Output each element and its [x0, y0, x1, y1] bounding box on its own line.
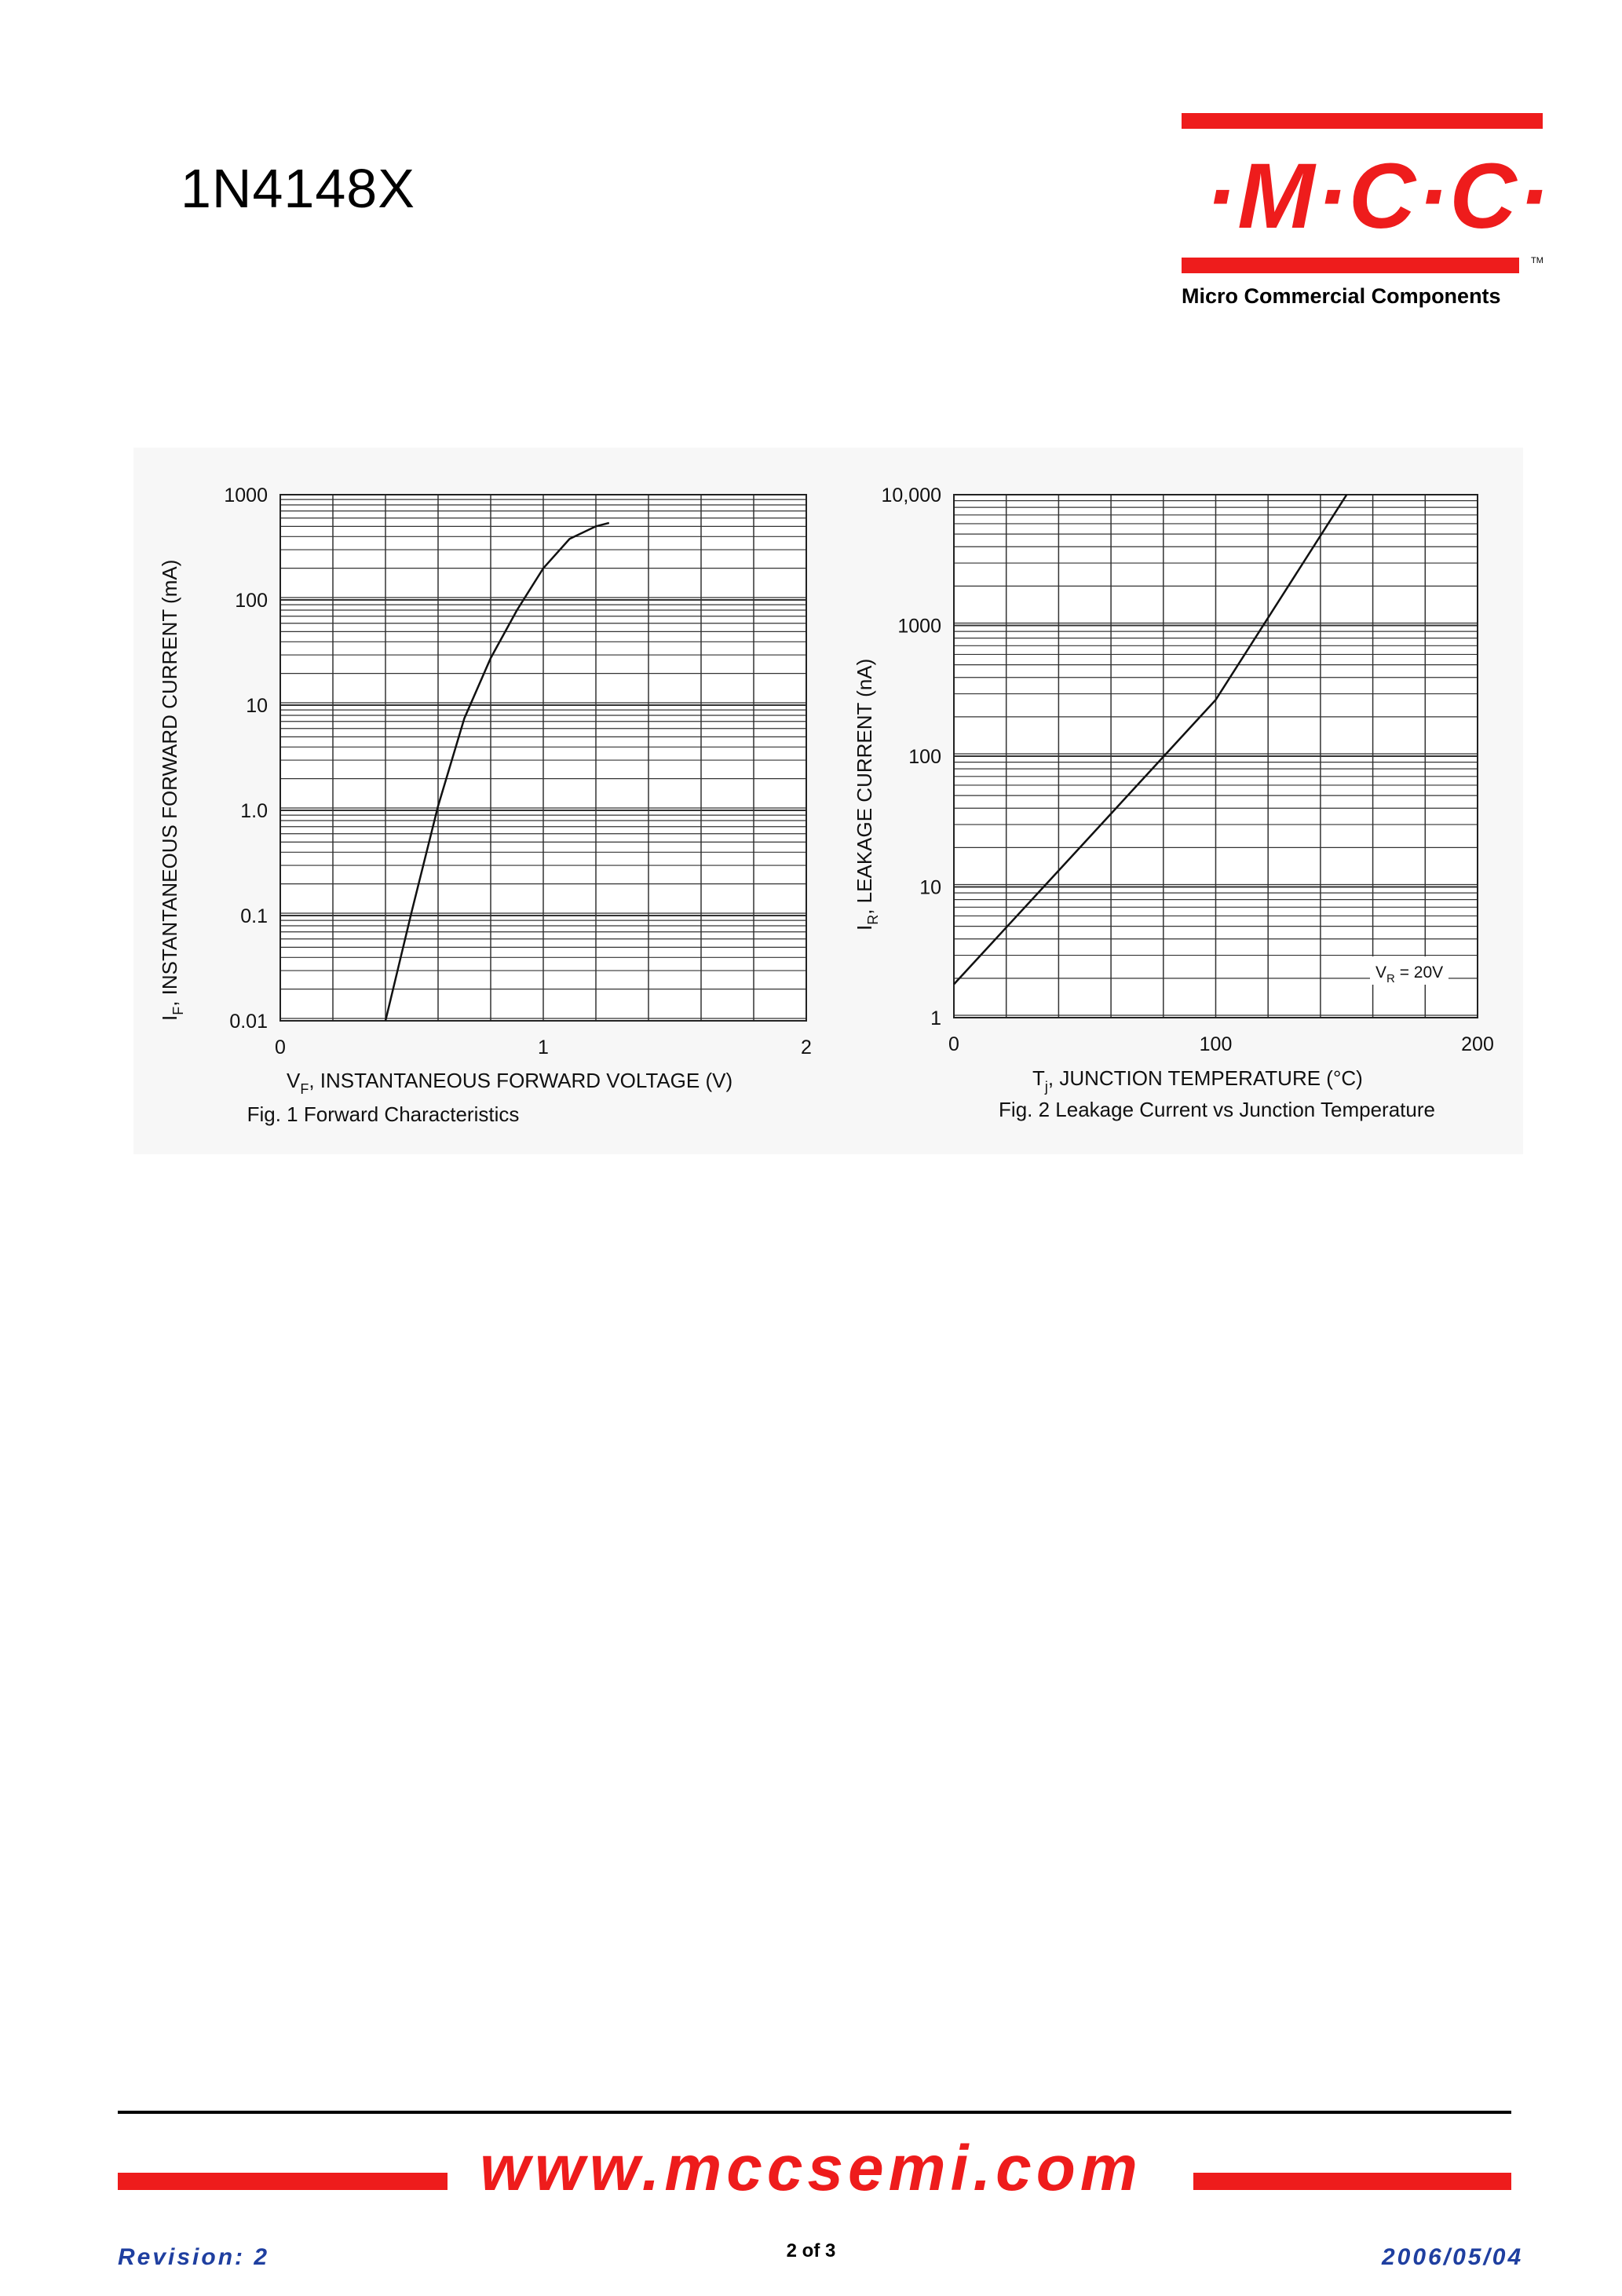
fig2-xlabel-main: T — [1032, 1066, 1045, 1090]
website-link[interactable] — [0, 2132, 1622, 2206]
figure-2-leakage-current — [853, 484, 1494, 1121]
charts-svg — [133, 448, 1523, 1154]
fig1-y-tick-label: 1.0 — [240, 800, 268, 822]
fig1-xlabel-sub: F — [300, 1081, 309, 1097]
fig2-y-tick-label: 1 — [930, 1007, 941, 1029]
fig2-xlabel-sub: j — [1044, 1079, 1048, 1095]
logo-letters: ·M·C·C· — [1205, 144, 1551, 248]
fig2-x-tick-label: 200 — [1461, 1033, 1494, 1055]
fig1-ylabel-main: I — [158, 1015, 181, 1021]
revision-date: 2006/05/04 — [1382, 2244, 1524, 2270]
fig1-y-tick-label: 100 — [235, 590, 268, 612]
mcc-logo — [1182, 110, 1551, 306]
fig2-ylabel-rest: , LEAKAGE CURRENT (nA) — [853, 658, 876, 915]
fig2-y-axis-label — [853, 659, 881, 930]
fig2-xlabel-rest: , JUNCTION TEMPERATURE (°C) — [1047, 1066, 1363, 1090]
website-prefix: www.mccsemi — [480, 2133, 974, 2204]
website-suffix: .com — [973, 2133, 1142, 2204]
fig2-x-tick-label: 100 — [1199, 1033, 1233, 1055]
fig2-y-tick-labels — [882, 484, 941, 1029]
fig1-x-tick-label: 2 — [801, 1036, 812, 1058]
fig2-grid — [954, 495, 1478, 1018]
logo-trademark: TM — [1531, 256, 1543, 265]
fig2-ylabel-main: I — [853, 924, 876, 930]
fig1-xlabel-main: V — [287, 1069, 301, 1092]
fig1-ylabel-sub: F — [170, 1006, 186, 1015]
logo-top-bar — [1182, 113, 1543, 129]
fig2-y-tick-label: 10,000 — [881, 484, 941, 506]
figure-1-forward-characteristics — [158, 484, 812, 1126]
fig2-annotation-rest: = 20V — [1394, 963, 1444, 982]
fig1-y-tick-labels — [224, 484, 268, 1033]
fig2-x-tick-label: 0 — [948, 1033, 959, 1055]
fig2-annotation-sub: R — [1386, 972, 1395, 985]
fig1-ylabel-rest: , INSTANTANEOUS FORWARD CURRENT (mA) — [158, 559, 181, 1007]
fig2-ylabel-sub: R — [865, 914, 881, 925]
fig2-annotation-main: V — [1375, 963, 1387, 982]
fig2-x-tick-labels — [948, 1033, 1494, 1055]
fig2-y-tick-label: 1000 — [897, 615, 941, 638]
fig1-grid — [280, 495, 806, 1021]
page-number: 2 of 3 — [786, 2240, 836, 2261]
fig1-x-tick-label: 0 — [275, 1036, 286, 1058]
fig1-y-tick-label: 0.01 — [229, 1011, 268, 1033]
fig2-y-tick-label: 10 — [919, 876, 941, 899]
fig1-y-tick-label: 10 — [246, 695, 268, 717]
fig1-y-axis-label — [158, 560, 186, 1021]
fig1-x-tick-label: 1 — [538, 1036, 549, 1058]
fig1-title: Fig. 1 Forward Characteristics — [247, 1102, 520, 1126]
fig1-y-tick-label: 1000 — [224, 484, 268, 506]
revision-label: Revision: 2 — [118, 2244, 270, 2270]
fig2-title: Fig. 2 Leakage Current vs Junction Temperature — [999, 1098, 1435, 1121]
fig1-x-axis-label — [287, 1069, 732, 1097]
part-number: 1N4148X — [181, 158, 415, 219]
fig1-x-tick-labels — [275, 1036, 812, 1058]
fig2-y-tick-label: 100 — [908, 746, 941, 768]
fig2-x-axis-label — [1032, 1066, 1363, 1095]
footer-rule — [118, 2111, 1511, 2114]
fig1-xlabel-rest: , INSTANTANEOUS FORWARD VOLTAGE (V) — [309, 1069, 733, 1092]
fig1-y-tick-label: 0.1 — [240, 905, 268, 927]
logo-bottom-bar — [1182, 258, 1519, 273]
company-name: Micro Commercial Components — [1182, 284, 1501, 308]
charts-panel — [133, 448, 1523, 1154]
